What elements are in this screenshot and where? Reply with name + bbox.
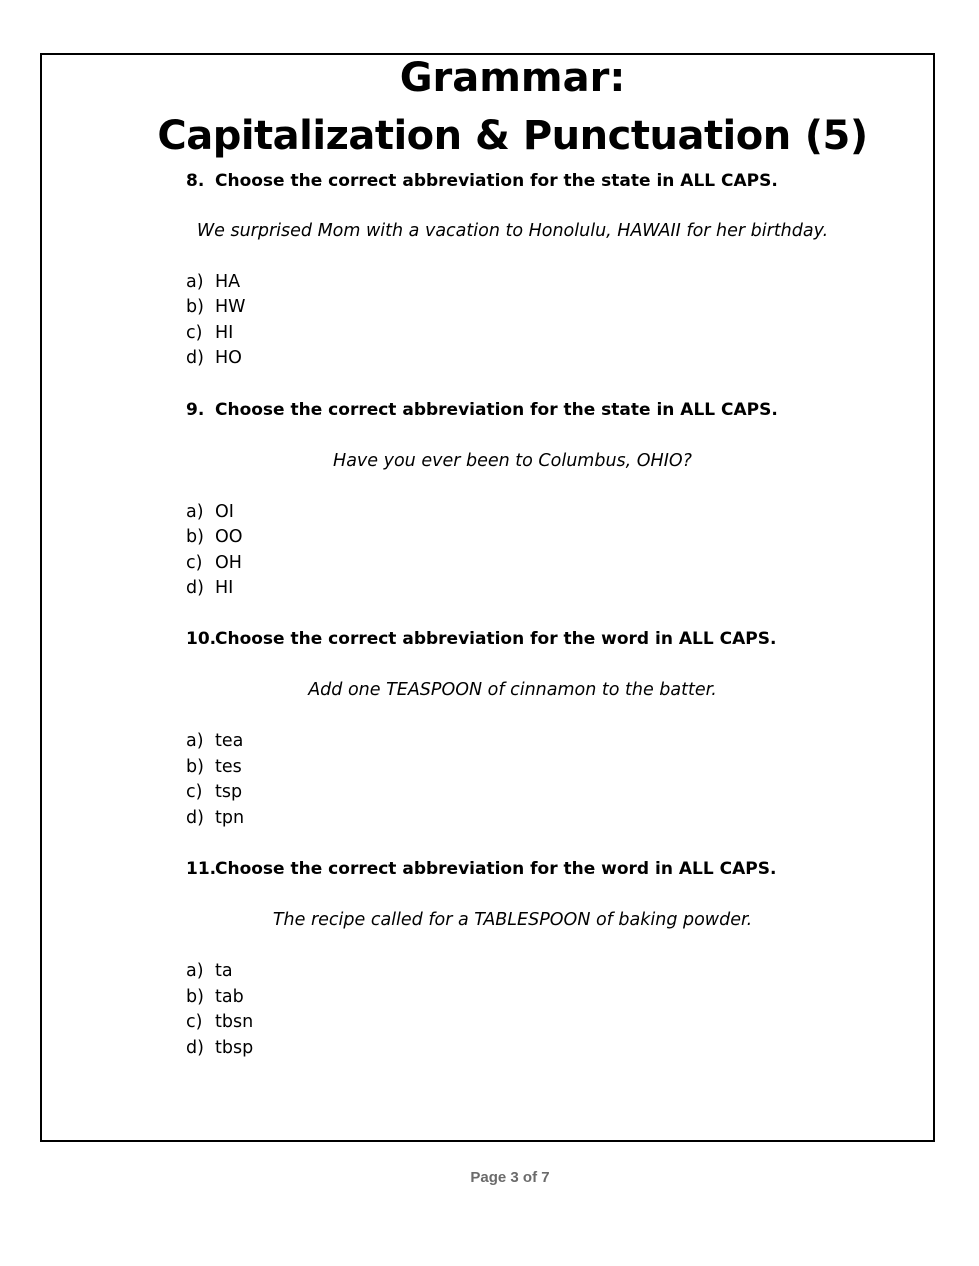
question-10-option-a-letter: a) [186,731,204,751]
question-10-option-a: tea [215,731,244,751]
worksheet-border [40,53,935,1142]
question-8-option-c: HI [215,323,234,343]
question-10-option-d-letter: d) [186,808,204,828]
question-8-option-c-letter: c) [186,323,203,343]
question-8-option-b-letter: b) [186,297,204,317]
question-9-sentence: Have you ever been to Columbus, OHIO? [333,451,692,471]
question-8-option-b: HW [215,297,246,317]
question-8-option-d: HO [215,348,242,368]
question-9-option-c: OH [215,553,242,573]
page-title-line2 [40,112,979,160]
page-number-badge: (5) [804,113,868,159]
question-10-option-c: tsp [215,782,243,802]
question-9-number: 9. [186,400,205,420]
question-11-option-d: tbsp [215,1038,254,1058]
question-11-prompt: Choose the correct abbreviation for the word in ALL CAPS. [215,859,777,879]
question-10-option-b: tes [215,757,242,777]
page-title-text: Capitalization & Punctuation [157,113,791,159]
question-10-option-c-letter: c) [186,782,203,802]
question-11-sentence: The recipe called for a TABLESPOON of baking powder. [272,910,753,930]
question-10-prompt: Choose the correct abbreviation for the word in ALL CAPS. [215,629,777,649]
question-9-option-d: HI [215,578,234,598]
question-11-number: 11. [186,859,217,879]
question-8-sentence: We surprised Mom with a vacation to Honolulu, HAWAII for her birthday. [196,221,829,241]
question-9-option-d-letter: d) [186,578,204,598]
page-title-line1: Grammar: [399,55,626,101]
question-8-option-a-letter: a) [186,272,204,292]
question-11-option-d-letter: d) [186,1038,204,1058]
question-8-number: 8. [186,171,205,191]
question-11-option-a-letter: a) [186,961,204,981]
question-10-number: 10. [186,629,217,649]
page-footer: Page 3 of 7 [470,1169,550,1186]
question-8-prompt: Choose the correct abbreviation for the state in ALL CAPS. [215,171,778,191]
question-11-option-c-letter: c) [186,1012,203,1032]
question-8-option-d-letter: d) [186,348,204,368]
question-9-option-a-letter: a) [186,502,204,522]
question-9-prompt: Choose the correct abbreviation for the state in ALL CAPS. [215,400,778,420]
question-10-option-b-letter: b) [186,757,204,777]
question-9-option-b-letter: b) [186,527,204,547]
question-9-option-b: OO [215,527,243,547]
question-10-sentence: Add one TEASPOON of cinnamon to the batter. [308,680,717,700]
question-11-option-b: tab [215,987,244,1007]
question-9-option-a: OI [215,502,234,522]
question-9-option-c-letter: c) [186,553,203,573]
question-10-option-d: tpn [215,808,245,828]
question-8-option-a: HA [215,272,241,292]
question-11-option-c: tbsn [215,1012,254,1032]
question-11-option-b-letter: b) [186,987,204,1007]
question-11-option-a: ta [215,961,233,981]
